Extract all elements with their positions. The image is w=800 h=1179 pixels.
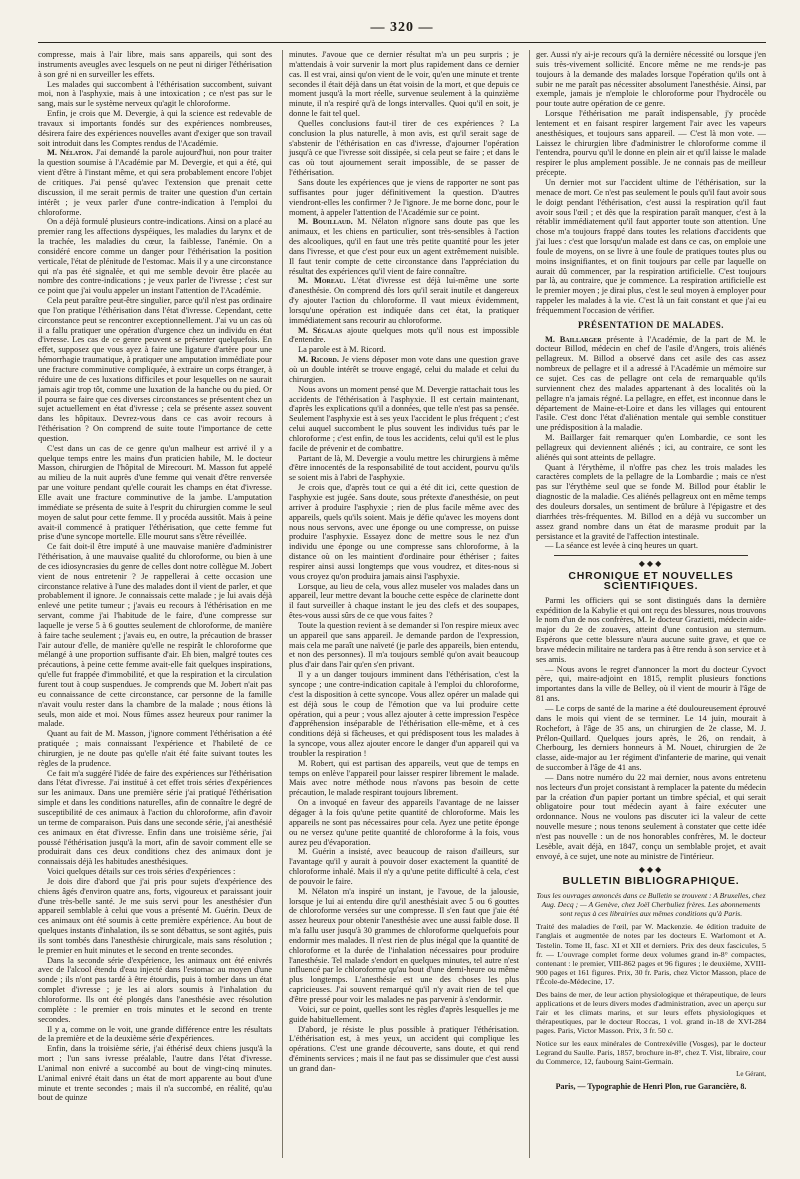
paragraph: Il y a un danger toujours imminent dans l'éthérisation, c'est la syncope ; une contre-indication capitale à l'emploi du chloroforme, c'est la disposition à cette syncope. Vous allez opérer un malade qui est déjà sous le coup de l'émotion que va lui produire cette opération, qui a peur ; vous allez ajouter à cette impression l'espèce d'appréhension inséparable de l'éthérisation elle-même, et à ces conditions déjà si fâcheuses, et qui prédisposent tous les malades à la syncope, vous allez ajouter encore le danger d'un appareil qui va troubler la respiration !	[288, 670, 519, 758]
paragraph-text: présente à l'Académie, de la part de M. le docteur Billod, médecin en chef de l'asile d'Angers, trois aliénés pellagreux. M. Billod a observé dans cet asile des cas assez nombreux de pellagre et il a adressé à l'Académie un mémoire sur ce sujet. Ces cas de pellagre ont cela de remarquable qu'ils surviennent chez des malades appartenant à des localités où la pellagre n'a jamais régné. La pellagre, en effet, est inconnue dans le département de Maine-et-Loire et dans les villages qui entourent l'asile. C'est donc l'état d'aliénation mentale qui semble constituer une prédisposition à la maladie.	[536, 334, 767, 433]
paragraph: M. Nélaton m'a inspiré un instant, je l'avoue, de la jalousie, lorsque je lui ai entendu dire qu'il anesthésiait avec 5 ou 6 gouttes de chloroforme versées sur une compresse. Il s'en faut que j'aie été assez heureux pour obtenir l'anesthésie avec une aussi faible dose. Il m'a fallu user jusqu'à 30 grammes de chloroforme quelquefois pour endormir mes malades. Il n'est rien de plus inégal que la quantité de chloroforme et la durée de l'inhalation nécessaires pour produire l'anesthésie. Tel malade s'endort en quelques minutes, tel autre n'est influencé par le chloroforme qu'au bout d'une demi-heure ou même plus longtemps. L'anesthésie est une des choses les plus capricieuses. J'ai souvent remarqué qu'il n'y avait rien de tel que d'être pressé pour voir les malades ne pas parvenir à s'endormir.	[288, 886, 519, 1004]
printer-imprint: Paris, — Typographie de Henri Plon, rue Garancière, 8.	[555, 1082, 747, 1092]
ornament-divider: ◆◆◆	[638, 864, 664, 874]
paragraph: minutes. J'avoue que ce dernier résultat m'a un peu surpris ; je m'attendais à voir survenir la mort plus rapidement dans ce dernier cas. Il est vrai, ainsi qu'on vient de le voir, qu'en une minute et trente secondes il était déjà dans un état voisin de la mort, et que depuis ce moment jusqu'à la mort réelle, survenue seulement à la quinzième minute, il n'a respiré qu'à de longs intervalles. Quoi qu'il en soit, je donne le fait tel quel.	[288, 50, 519, 119]
paragraph: Quelles conclusions faut-il tirer de ces expériences ? La conclusion la plus naturelle, à mon avis, est qu'il serait sage de s'abstenir de l'éthérisation en cas d'ivresse, d'ajourner l'opération jusqu'à ce que l'ivresse soit dissipée, si cela peut se faire ; et dans le cas où tout ajournement serait impossible, de se passer de l'éthérisation.	[288, 118, 519, 178]
paragraph: Un dernier mot sur l'accident ultime de l'éthérisation, sur la menace de mort. Ce n'est pas seulement le pouls qu'il faut avoir sous le doigt pendant l'éthérisation, c'est aussi la respiration qu'il faut avoir sous l'œil ; et dès que la respiration paraît manquer, c'est à la rétablir immédiatement qu'il faut apporter toute son attention. Une chose m'a toujours frappé dans toutes les relations d'accidents que j'ai lues : c'est que lorsqu'un malade est dans ce cas, on emploie une foule de moyens, on se livre à une foule de pratiques toutes plus ou moins insignifiantes, et on finit toujours par celle par laquelle on aurait dû commencer, par la respiration artificielle. C'est toujours par là, au contraire, que je commence. La respiration artificielle est le premier moyen ; je dirai plus, c'est le seul moyen à employer pour rappeler les malades à la vie. C'est là un fait constant et que j'ai eu fréquemment l'occasion de vérifier.	[536, 177, 767, 315]
paragraph: Dans la seconde série d'expérience, les animaux ont été enivrés avec de l'alcool étendu d'eau injecté dans l'estomac au moyen d'une sonde ; ils n'ont pas tardé à être étourdis, puis à tomber dans un état complet d'ivresse ; je les ai alors soumis à l'inhalation du chloroforme. Ils ont été plongés dans l'anesthésie avec résolution complète : le premier en trois minutes et le second en trente secondes.	[38, 955, 272, 1024]
bulletin-intro: Tous les ouvrages annoncés dans ce Bulletin se trouvent : A Bruxelles, chez Aug. Decq ; — A Genève, chez Joël Cherbuliez frères. Les abonnements sont reçus à ces librairies aux mêmes conditions qu'à Paris.	[536, 891, 766, 919]
paragraph-text: L'état d'ivresse est déjà lui-même une sorte d'anesthésie. On comprend dès lors qu'il serait inutile et dangereux d'y ajouter l'action du chloroforme. Il vaut mieux évidemment, lorsqu'une opération est indiquée dans cet état, la pratiquer immédiatement sans recourir au chloroforme.	[288, 276, 519, 325]
paragraph: Nous avons un moment pensé que M. Devergie rattachait tous les accidents de l'éthérisation à l'asphyxie. Il est certain maintenant, d'après les explications qu'il a données, que telle n'est pas sa pensée. Seulement l'asphyxie est à ses yeux l'accident le plus fréquent ; c'est celui auquel succombent le plus souvent les individus tués par le chloroforme ; c'est enfin, de tous les accidents, celui qu'il est le plus facile de prévenir et de combattre.	[288, 384, 519, 453]
paragraph: compresse, mais à l'air libre, mais sans appareils, qui sont des instruments aveugles avec lesquels on ne peut ni diriger l'éthérisation à son gré ni en surveiller les effets.	[38, 50, 272, 79]
paragraph	[38, 148, 272, 217]
paragraph: — La séance est levée à cinq heures un quart.	[545, 541, 699, 551]
paragraph: Ce fait m'a suggéré l'idée de faire des expériences sur l'éthérisation dans l'état d'ivresse. J'ai institué à cet effet trois séries d'expériences sur les animaux. Dans une première série j'ai pratiqué l'éthérisation simple et dans les conditions naturelles, afin de connaître le degré de susceptibilité de ces animaux à l'action du chloroforme, afin d'avoir un terme de comparaison. Puis dans une seconde série, j'ai anesthésié ces animaux en état d'ivresse. Enfin dans une troisième série, j'ai poussé l'éthérisation jusqu'à la mort, afin de savoir comment elle se produirait dans ces deux conditions chez des animaux dont je connaissais déjà les habitudes anesthésiques.	[38, 768, 272, 867]
paragraph: Toute la question revient à se demander si l'on respire mieux avec un appareil que sans appareil. Je demande pardon de l'expression, mais cela me paraît une naïveté (je parle des appareils, bien entendu, et non des personnes). Il m'a toujours semblé qu'on avait beaucoup plus d'air dans l'air qu'en s'en privant.	[288, 620, 519, 670]
paragraph: Quant à l'érythème, il n'offre pas chez les trois malades les caractères complets de la pellagre de la Lombardie ; mais ce n'est pas sur l'érythème seul que se fonde M. Billod pour établir le diagnostic de la maladie. Ces aliénés pellagreux ont en même temps des douleurs dorsales, un sentiment de brûlure à l'épigastre et des diarrhées très-fréquentes. M. Billod en a déjà vu succomber un assez grand nombre dans un état de marasme produit par la persistance et la gravité de l'affection intestinale.	[536, 462, 767, 541]
speaker-name: M. Ricord.	[297, 355, 339, 365]
bibliography-entry: Des bains de mer, de leur action physiologique et thérapeutique, de leurs applications et de leurs divers modes d'administration, avec un aperçu sur l'air et les climats marins, et sur leurs effets physiologiques et thérapeutiques, par le docteur Roccas, 1 vol. grand in-18 de XVI-284 pages. Paris, Victor Masson. Prix, 3 fr. 50 c.	[536, 989, 767, 1036]
paragraph: — Le corps de santé de la marine a été douloureusement éprouvé dans le mois qui vient de se terminer. Le 14 juin, mourait à Rochefort, à l'âge de 35 ans, un chirurgien de 2e classe, M. J. Prélon-Quillard. Quelques jours après, le 26, on rendait, à Cherbourg, les derniers honneurs à M. Nouet, chirurgien de 2e classe, aide-major au 1er régiment d'infanterie de marine, qui venait de succomber à l'âge de 41 ans.	[536, 704, 767, 773]
gerant-signature: Le Gérant,	[736, 1070, 767, 1079]
paragraph: Enfin, dans la troisième série, j'ai éthérisé deux chiens jusqu'à la mort ; l'un sans ivresse préalable, l'autre dans l'état d'ivresse. L'animal non enivré a succombé au bout de vingt-cinq minutes. L'animal enivré était dans un état de mort apparente au bout d'une minute et trente secondes ; mais il n'a succombé, en réalité, qu'au bout de quinze	[38, 1044, 272, 1103]
paragraph: ger. Aussi n'y ai-je recours qu'à la dernière nécessité ou lorsque j'en suis très-vivement sollicité. Encore même ne me rends-je pas toujours à la demande des malades lorsque l'opération qu'ils ont à subir ne me paraît pas nécessiter absolument l'anesthésie. Ainsi, par exemple, jamais je n'emploie le chloroforme pour l'hydrocèle ou pour toute autre opération de ce genre.	[536, 50, 767, 109]
column-3	[529, 50, 766, 1158]
paragraph: Ce fait doit-il être imputé à une mauvaise manière d'administrer l'éthérisation, à une mauvaise qualité du chloroforme, ou bien à une de ces idiosyncrasies du genre de celles dont notre collègue M. Jobert vient de nous entretenir ? Je rappellerai à cette occasion une circonstance relative à l'une des malades dont il vient de parler, et que probablement il ignore. Je connaissais cette malade ; je lui avais déjà enlevé une petite tumeur ; j'avais eu recours à l'éthérisation en me servant, comme j'ai l'habitude de le faire, d'une compresse sur laquelle je verse 5 à 6 gouttes seulement de chloroforme, de manière à faire tache seulement ; j'avais eu, en outre, la précaution de brasser l'air autour d'elle, de manière qu'elle ne respirât le chloroforme que mélangé à une proportion suffisante d'air. Eh bien, malgré toutes ces précautions, à peine cette femme avait-elle fait quelques inspirations, qu'elle fut frappée d'immobilité, et que la respiration et la circulation furent tout à coup suspendues. Je comprends que M. Jobert n'ait pas eu connaissance de cette circonstance, car personne de la famille n'avait voulu rester dans la chambre de la malade ; nous étions là seuls, mon aide et moi. Nous fûmes assez heureux pour ranimer la malade.	[38, 542, 272, 729]
paragraph: D'abord, je résiste le plus possible à pratiquer l'éthérisation. L'éthérisation est, à mes yeux, un accident qui complique les opérations. C'est une grande découverte, sans doute, et qui rend d'éminents services ; mais il ne faut pas se dissimuler que c'est aussi un grand dan-	[288, 1024, 519, 1073]
paragraph: Je dois dire d'abord que j'ai pris pour sujets d'expérience des chiens âgés d'environ quatre ans, forts, vigoureux et paraissant jouir d'une très-belle santé. Je me suis servi pour les anesthésier d'un appareil semblable à celui que vous a présenté M. Guérin. Deux de ces animaux ont été soumis à cette première expérience. Au bout de quelques instants d'inhalation, ils se sont débattus, se sont agités, puis ils sont tombés dans l'anesthésie chirurgicale, mais sans résolution ; le premier en huit minutes et le second en trente secondes.	[38, 876, 272, 955]
paragraph: — Dans notre numéro du 22 mai dernier, nous avons entretenu nos lecteurs d'un projet consistant à remplacer la patente du médecin par la création d'un papier portant un timbre spécial, et qui serait obligatoire pour tout médecin ayant à faire exécuter une ordonnance. Nous ne voulons pas discuter ici la valeur de cette nouvelle mesure ; nous tenons seulement à constater que cette idée n'est pas nouvelle : un de nos honorables confrères, M. le docteur Lesèble, avait déjà, en 1847, conçu un semblable projet, et avait envoyé, à ce sujet, une note au ministre de l'intérieur.	[536, 772, 767, 861]
paragraph: M. Baillarger fait remarquer qu'en Lombardie, ce sont les pellagreux qui deviennent aliénés ; ici, au contraire, ce sont les aliénés qui sont atteints de pellagre.	[536, 433, 767, 462]
paragraph: La parole est à M. Ricord.	[297, 345, 386, 355]
paragraph: Cela peut paraître peut-être singulier, parce qu'il n'est pas ordinaire que l'on pratique l'éthérisation dans l'état d'ivresse. Cependant, cette circonstance peut se rencontrer exceptionnellement. J'ai vu un cas où il a fallu pratiquer une opération d'urgence chez un individu en état d'ivresse. Les cas de ce genre peuvent se présenter quelquefois. En effet, supposez que vous ayez à faire une ligature d'artère pour une hémorrhagie traumatique, à pratiquer une amputation immédiate pour une fracture comminutive compliquée, à extraire un corps étranger, à réduire une de ces luxations difficiles et pour lesquelles on ne saurait jamais agir trop tôt, comme une luxation de la hanche ou du pied. Or il pourra se faire que ces diverses circonstances se présentent chez un sujet actuellement en état d'ivresse ; cela se présente assez souvent dans les hôpitaux. Devrez-vous dans ce cas avoir recours à l'éthérisation ? On comprend de suite toute l'importance de cette question.	[38, 296, 272, 443]
paragraph: Quant au fait de M. Masson, j'ignore comment l'éthérisation a été pratiquée ; mais connaissant l'expérience et l'habileté de ce chirurgien, je ne doute pas qu'elle n'ait été faite suivant toutes les règles de la prudence.	[38, 729, 272, 768]
paragraph: Lorsque, au lieu de cela, vous allez museler vos malades dans un appareil, leur mettre devant la bouche cette espèce de clarinette dont il faut surveiller à chaque instant le jeu des clefs et des soupapes, êtes-vous aussi sûrs de ce que vous faites ?	[288, 581, 519, 621]
paragraph: Parmi les officiers qui se sont distingués dans la dernière expédition de la Kabylie et qui ont reçu des blessures, nous trouvons le nom d'un de nos confrères, M. le docteur Grazietti, médecin aide-major du 2e de zouaves, atteint d'une contusion au sternum. Espérons que cette blessure n'aura aucune suite grave, et que ce brave médecin militaire ne tardera pas à être rendu à son service et à ses amis.	[536, 595, 767, 664]
section-divider	[554, 555, 748, 556]
paragraph-text: ajoute quelques mots qu'il nous est impossible d'entendre.	[288, 325, 519, 345]
page-number: — 320 —	[370, 20, 434, 35]
paragraph-text: Je viens déposer mon vote dans une question grave où un double intérêt se trouve engagé, celui du malade et celui du chirurgien.	[288, 355, 519, 384]
page-header	[38, 20, 766, 43]
paragraph: C'est dans un cas de ce genre qu'un malheur est arrivé il y a quelque temps entre les mains d'un praticien habile, M. le docteur Masson, chirurgien de l'hôpital de Mirecourt. M. Masson fut appelé au milieu de la nuit auprès d'une femme qui venait d'être renversée par une voiture pendant qu'elle courait les champs en état d'ivresse. Elle avait une fracture comminutive de la jambe. L'amputation immédiate se présenta de suite à l'esprit du chirurgien comme le seul moyen de salut pour cette femme. Il y procéda aussitôt. Mais à peine avait-il commencé à pratiquer l'éthérisation, que cette femme fut prise d'une syncope mortelle. Elle mourut sans s'être réveillée.	[38, 443, 272, 542]
paragraph	[536, 335, 766, 433]
section-title-chronique: CHRONIQUE ET NOUVELLES SCIENTIFIQUES.	[568, 570, 734, 592]
paragraph: Enfin, je crois que M. Devergie, à qui la science est redevable de travaux si importants fondés sur des expériences nombreuses, désirera faire des expériences nouvelles avant d'exiger que son travail soit introduit dans les Comptes rendus de l'Académie.	[38, 109, 272, 148]
paragraph: Voici, sur ce point, quelles sont les règles d'après lesquelles je me guide habituellement.	[288, 1004, 519, 1024]
paragraph: Je crois que, d'après tout ce qui a été dit ici, cette question de l'asphyxie est jugée. Sans doute, sous prétexte d'anesthésie, on peut arriver à produire l'asphyxie ; rien de plus facile même avec des appareils, quels qu'ils soient. Mais je défie qu'avec les moyens dont nous nous servons, avec une éponge ou une compresse, on puisse produire l'asphyxie. Essayez donc de mettre sous le nez d'un individu une éponge ou une compresse sans chloroforme, à la distance où on les maintient d'ordinaire pour éthériser ; faites respirer ainsi aussi longtemps que vous voudrez, et dites-nous si vous croyez qu'on produira jamais ainsi l'asphyxie.	[288, 483, 519, 581]
paragraph: Lorsque l'éthérisation me paraît indispensable, j'y procède lentement et en faisant respirer largement l'air avec les vapeurs anesthésiques, et toujours sans appareil. — C'est là mon vote. — Laissez le chirurgien libre d'administrer le chloroforme comme il l'entendra, pourvu qu'il le donne en plein air et qu'il laisse le malade respirer le plus amplement possible. Je ne connais pas de meilleur précepte.	[536, 109, 767, 178]
paragraph: Les malades qui succombent à l'éthérisation succombent, suivant moi, non à l'asphyxie, mais à une intoxication ; ce n'est pas sur le sang, mais sur le système nerveux qu'agit le chloroforme.	[38, 79, 272, 109]
paragraph: — Nous avons le regret d'annoncer la mort du docteur Cyvoct père, qui, maire-adjoint en 1815, remplit plusieurs fonctions importantes dans la ville de Belley, où il vient de mourir à l'âge de 81 ans.	[536, 664, 767, 704]
paragraph: On a invoqué en faveur des appareils l'avantage de ne laisser dégager à la fois qu'une petite quantité de chloroforme. Mais les appareils ne sont pas nécessaires pour cela. Ayez une petite éponge ou ne versez qu'une petite quantité de chloroforme à la fois, vous aurez peu d'évaporation.	[288, 798, 519, 847]
speaker-name: M. Bouillaud.	[297, 217, 353, 227]
document-page	[38, 20, 766, 1162]
paragraph	[289, 355, 519, 385]
speaker-name: M. Ségalas	[297, 325, 343, 335]
section-title-bulletin: BULLETIN BIBLIOGRAPHIQUE.	[562, 875, 740, 888]
speaker-name: M. Baillarger	[545, 334, 602, 344]
section-title-presentation: PRÉSENTATION DE MALADES.	[578, 319, 724, 330]
bibliography-entry: Notice sur les eaux minérales de Contrexéville (Vosges), par le docteur Legrand du Saulle. Paris, 1857, brochure in-8°, chez T. Vist, libraire, cour du Commerce, 12, faubourg Saint-Germain.	[536, 1038, 767, 1067]
speaker-name: M. Moreau.	[297, 276, 346, 286]
bibliography-entry: Traité des maladies de l'œil, par W. Mackenzie. 4e édition traduite de l'anglais et augmentée de notes par les docteurs E. Warlomont et A. Testelin. Tome II, fasc. XI et XII et derniers. Prix des deux fascicules, 5 fr. — L'ouvrage complet forme deux volumes grand in-8° compactes, contenant : le premier, VIII-862 pages et 96 figures ; le deuxième, XVIII-900 pages et 161 figures. Prix, 30 fr. Paris, chez Victor Masson, place de l'École-de-Médecine, 17.	[536, 922, 767, 987]
paragraph: Sans doute les expériences que je viens de rapporter ne sont pas suffisantes pour juger définitivement la question. D'autres viendront-elles les confirmer ? Je l'ignore. Je me borne donc, pour le moment, à appeler l'attention de l'Académie sur ce point.	[288, 177, 519, 217]
paragraph: Partant de là, M. Devergie a voulu mettre les chirurgiens à même d'être innocentés de la responsabilité de tout accident, pourvu qu'ils se soient mis à l'abri de l'asphyxie.	[288, 453, 519, 483]
bibliography-list	[536, 922, 766, 1066]
paragraph: M. Robert, qui est partisan des appareils, veut que de temps en temps on enlève l'appareil pour laisser respirer librement le malade. Mais avec notre méthode nous n'avons pas besoin de cette précaution, le malade respirant toujours librement.	[288, 758, 519, 798]
paragraph: Voici quelques détails sur ces trois séries d'expériences :	[47, 867, 236, 877]
paragraph	[289, 276, 519, 325]
speaker-name: M. Nélaton.	[47, 148, 93, 158]
paragraph	[289, 326, 519, 346]
column-2	[282, 50, 519, 1158]
paragraph	[289, 217, 519, 276]
paragraph: On a déjà formulé plusieurs contre-indications. Ainsi on a placé au premier rang les affections dyspéiques, les maladies du larynx et de la trachée, les maladies du cœur, la faiblesse, l'anémie. On a considéré encore comme un danger pour l'éthérisation la position verticale, l'état de plénitude de l'estomac. Mais il y a une circonstance qui n'a pas été signalée, et qui me semble devoir être placée au nombre des contre-indications ; je veux parler de l'ivresse ; c'est sur ce point que j'ai voulu appeler un instant l'attention de l'Académie.	[38, 217, 272, 296]
paragraph: Il y a, comme on le voit, une grande différence entre les résultats de la première et de la deuxième série d'expériences.	[38, 1024, 272, 1044]
text-columns	[38, 50, 766, 1158]
ornament-divider: ◆◆◆	[638, 559, 664, 569]
paragraph-text: J'ai demandé la parole aujourd'hui, non pour traiter la question soumise à l'Académie par M. Devergie, et qui a été, qui vient d'être à l'instant même, et qui sera probablement encore l'objet de critiques. J'ai pensé qu'avec l'extension que prenait cette discussion, il me serait permis de traiter une question d'un certain intérêt ; je veux parler d'une contre-indication à l'emploi du chloroforme.	[38, 148, 272, 217]
paragraph-text: M. Nélaton n'ignore sans doute pas que les animaux, et les chiens en particulier, sont très-sensibles à l'action des alcooliques, qu'il en faut une très petite quantité pour les jeter dans l'ivresse, et que c'est pour eux un agent extrêmement nuisible. Il faut tenir compte de cette circonstance dans l'appréciation du résultat des expériences qu'il vient de faire connaître.	[288, 217, 519, 276]
paragraph: M. Guérin a insisté, avec beaucoup de raison d'ailleurs, sur l'avantage qu'il y aurait à pouvoir doser exactement la quantité de chloroforme inhalé. Mais il n'y a qu'une petite difficulté à cela, c'est de pouvoir le faire.	[288, 847, 519, 886]
column-1	[38, 50, 272, 1158]
